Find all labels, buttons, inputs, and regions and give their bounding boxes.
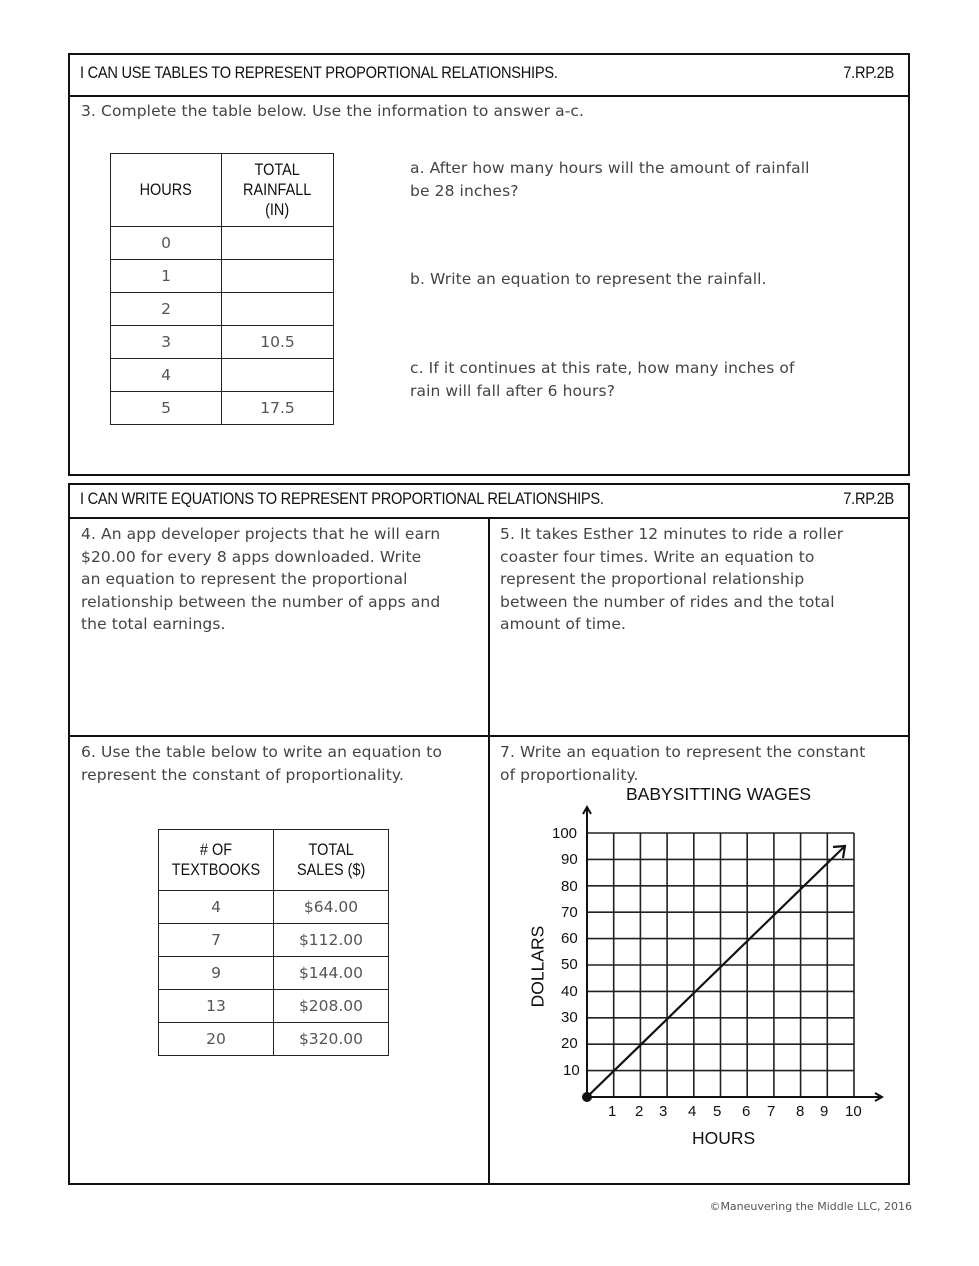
table-row: 0 bbox=[111, 227, 334, 260]
x-tick: 2 bbox=[635, 1103, 644, 1120]
y-tick: 30 bbox=[561, 1009, 578, 1026]
y-tick: 50 bbox=[561, 956, 578, 973]
x-axis-label: HOURS bbox=[692, 1128, 756, 1148]
x-tick: 4 bbox=[688, 1103, 697, 1120]
x-tick: 3 bbox=[659, 1103, 668, 1120]
section-title: I CAN USE TABLES TO REPRESENT PROPORTIONAL RELATIONSHIPS. bbox=[80, 63, 558, 82]
question-6: 6. Use the table below to write an equation to represent the constant of proportionality. bbox=[81, 743, 443, 784]
table-row: 5 17.5 bbox=[111, 392, 334, 425]
x-tick: 1 bbox=[608, 1103, 617, 1120]
table-row: 1 bbox=[111, 260, 334, 293]
section-equations bbox=[68, 483, 910, 1185]
table-row: 3 10.5 bbox=[111, 326, 334, 359]
question-3c: c. If it continues at this rate, how many inches of rain will fall after 6 hours? bbox=[410, 359, 795, 400]
question-3a: a. After how many hours will the amount of rainfall be 28 inches? bbox=[410, 159, 810, 200]
x-tick: 10 bbox=[845, 1103, 862, 1120]
y-tick: 80 bbox=[561, 878, 578, 895]
x-tick: 6 bbox=[742, 1103, 751, 1120]
copyright: ©Maneuvering the Middle LLC, 2016 bbox=[709, 1200, 912, 1213]
col-header-hours: HOURS bbox=[111, 154, 222, 227]
section-title: I CAN WRITE EQUATIONS TO REPRESENT PROPORTIONAL RELATIONSHIPS. bbox=[80, 489, 604, 508]
x-tick: 8 bbox=[796, 1103, 805, 1120]
y-tick: 40 bbox=[561, 983, 578, 1000]
y-axis-label: DOLLARS bbox=[527, 925, 548, 1008]
column-divider bbox=[488, 517, 490, 1185]
y-tick: 90 bbox=[561, 851, 578, 868]
y-tick: 70 bbox=[561, 904, 578, 921]
col-header-rainfall: TOTAL RAINFALL (IN) bbox=[222, 154, 334, 227]
textbook-sales-table bbox=[158, 829, 389, 1056]
table-row: 2 bbox=[111, 293, 334, 326]
col-header-sales: TOTAL SALES ($) bbox=[274, 830, 389, 891]
question-3b: b. Write an equation to represent the rainfall. bbox=[410, 270, 767, 288]
answer-cell[interactable] bbox=[222, 293, 334, 326]
standard-code: 7.RP.2B bbox=[843, 489, 894, 508]
question-7: 7. Write an equation to represent the constant of proportionality. bbox=[500, 743, 866, 784]
table-row: 20 $320.00 bbox=[159, 1023, 389, 1056]
x-tick: 5 bbox=[713, 1103, 722, 1120]
table-row: 7 $112.00 bbox=[159, 924, 389, 957]
rainfall-table bbox=[110, 153, 334, 425]
table-row: 4 bbox=[111, 359, 334, 392]
standard-code: 7.RP.2B bbox=[843, 63, 894, 82]
col-header-textbooks: # OF TEXTBOOKS bbox=[159, 830, 274, 891]
chart-title: BABYSITTING WAGES bbox=[626, 784, 812, 804]
table-row: 4 $64.00 bbox=[159, 891, 389, 924]
y-tick: 100 bbox=[552, 825, 578, 842]
answer-cell[interactable] bbox=[222, 227, 334, 260]
question-5: 5. It takes Esther 12 minutes to ride a roller coaster four times. Write an equation to represent the proportional relationship between the number of rides and the total amount of time. bbox=[500, 525, 844, 633]
section-tables bbox=[68, 53, 910, 476]
table-row: 9 $144.00 bbox=[159, 957, 389, 990]
question-3-prompt: 3. Complete the table below. Use the information to answer a-c. bbox=[81, 102, 585, 120]
x-tick: 7 bbox=[767, 1103, 776, 1120]
table-row: 13 $208.00 bbox=[159, 990, 389, 1023]
answer-cell[interactable] bbox=[222, 260, 334, 293]
section-header bbox=[70, 485, 908, 519]
x-tick: 9 bbox=[820, 1103, 829, 1120]
question-4: 4. An app developer projects that he will earn $20.00 for every 8 apps downloaded. Write an equation to represent the proportional relationship between the number of apps and the total earnings. bbox=[81, 525, 441, 633]
y-tick: 20 bbox=[561, 1035, 578, 1052]
row-divider bbox=[70, 735, 908, 737]
section-header bbox=[70, 55, 908, 97]
y-tick: 10 bbox=[563, 1062, 580, 1079]
answer-cell[interactable] bbox=[222, 359, 334, 392]
y-tick: 60 bbox=[561, 930, 578, 947]
